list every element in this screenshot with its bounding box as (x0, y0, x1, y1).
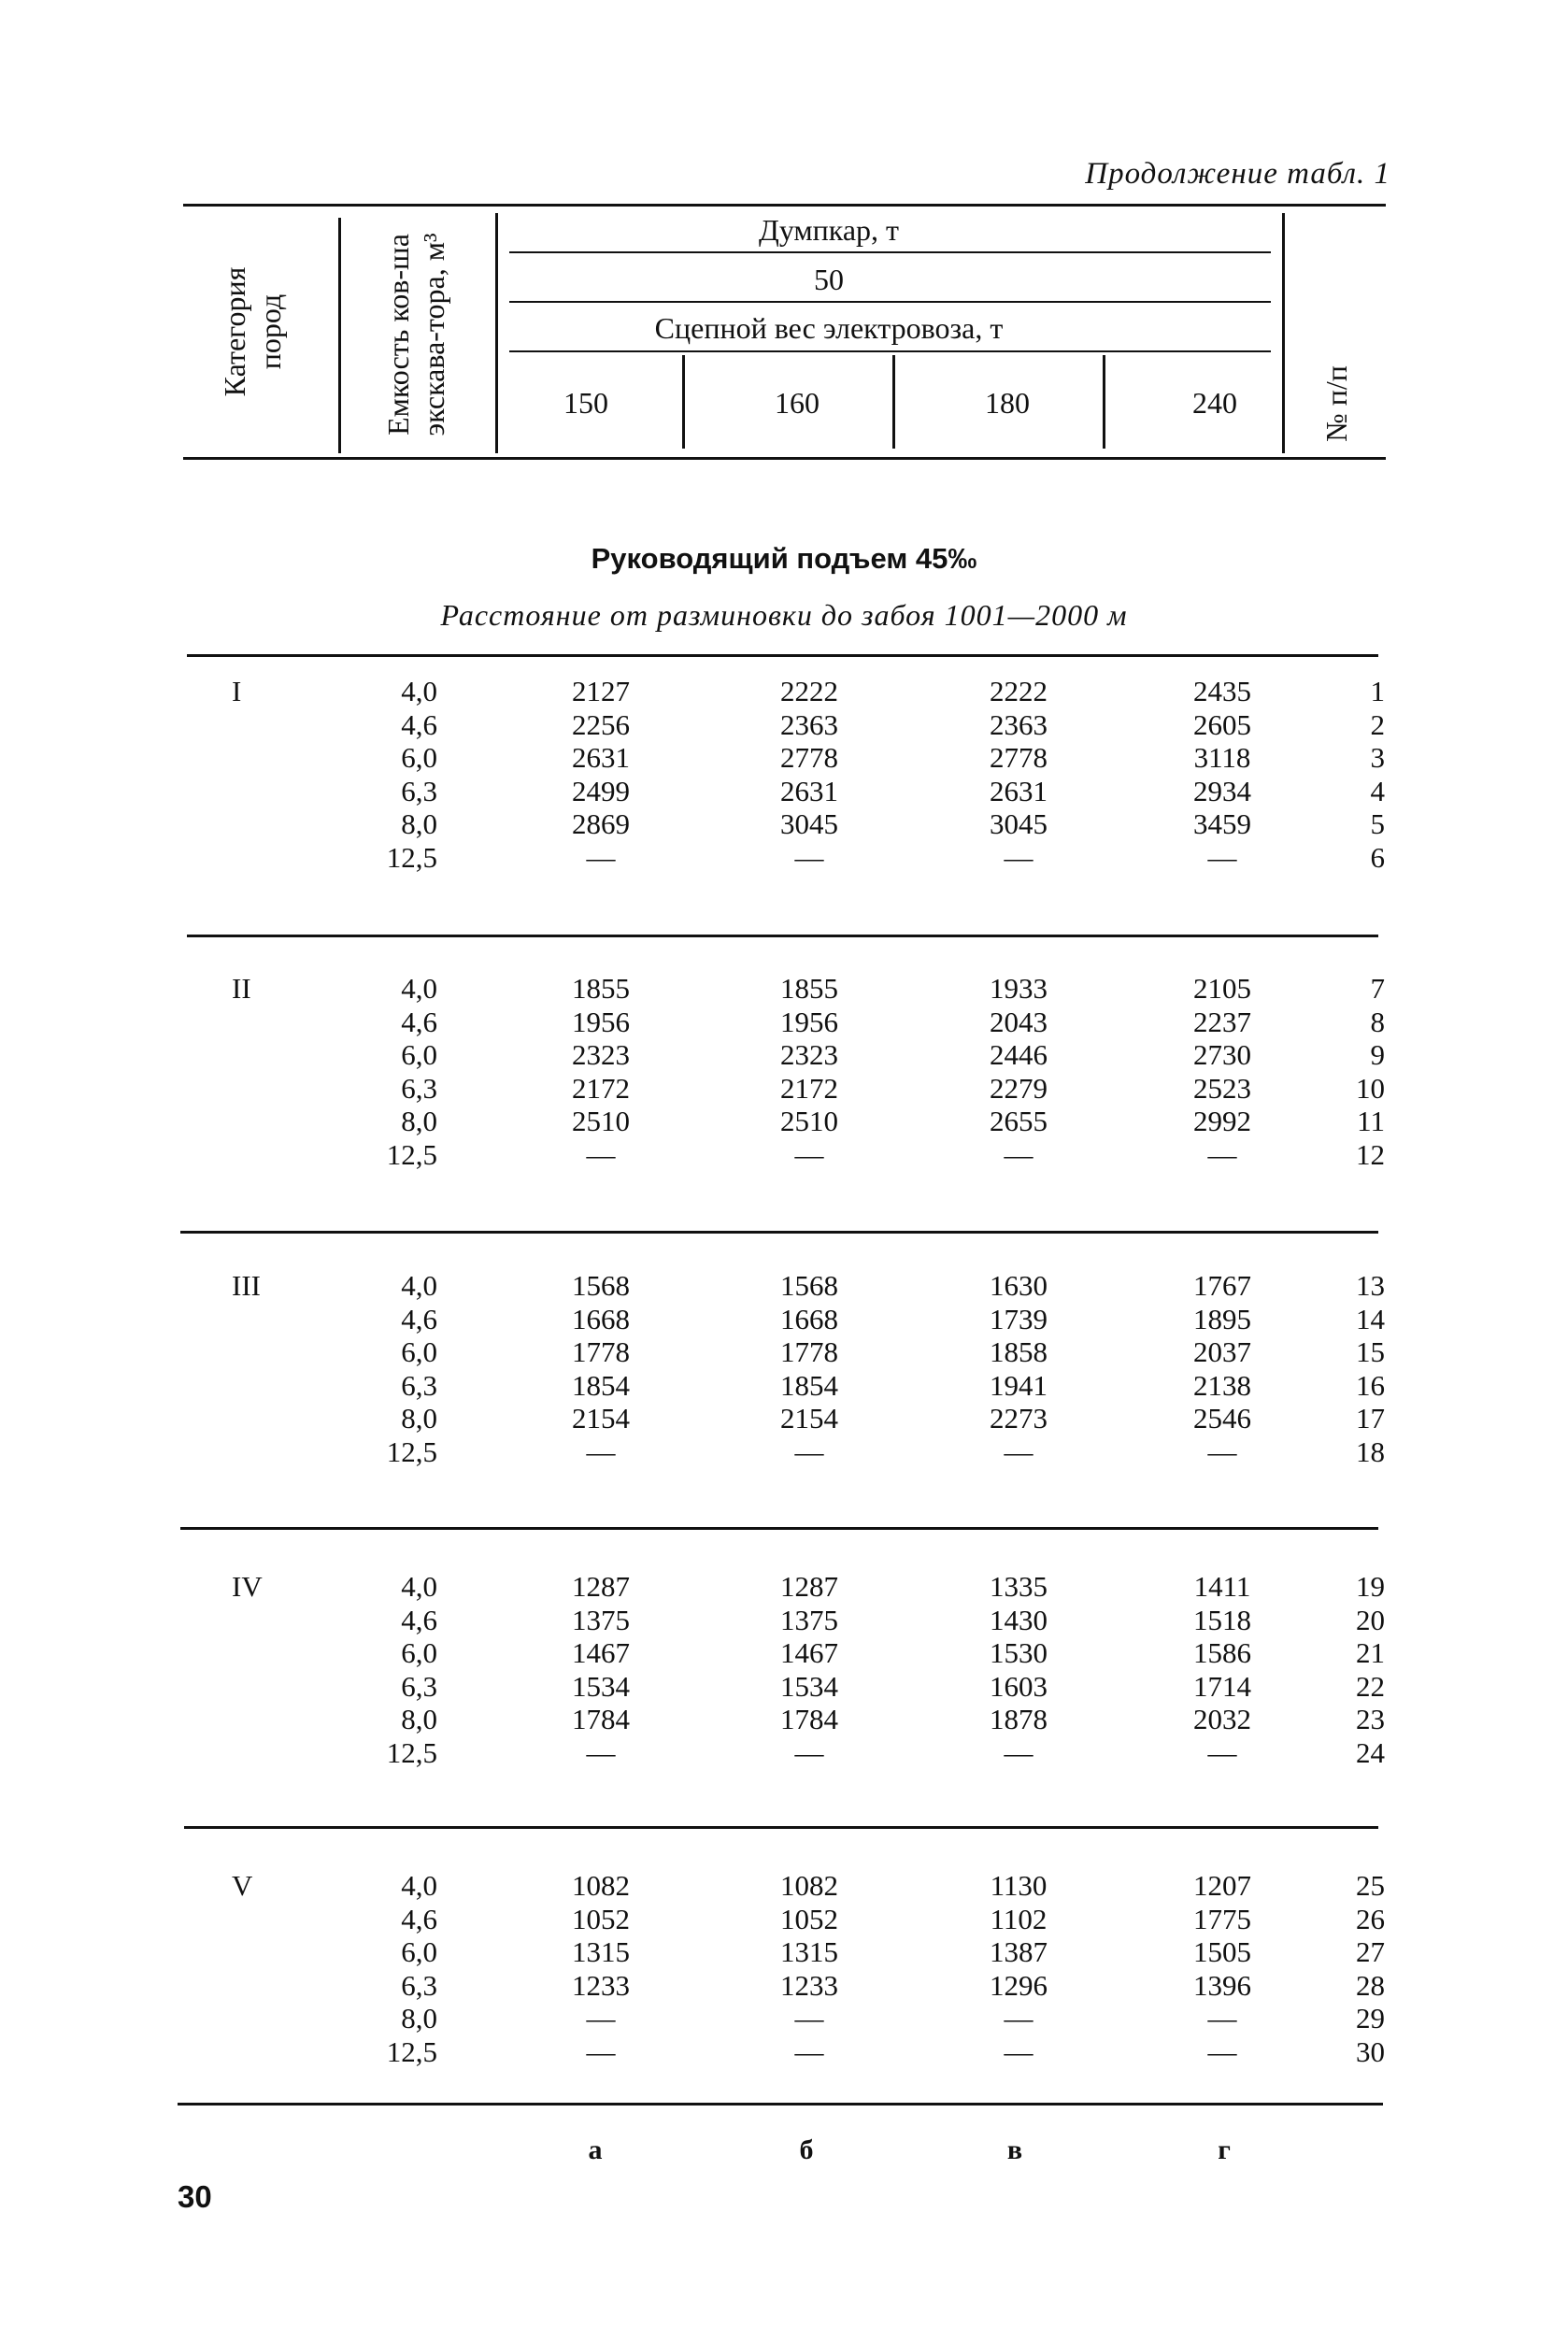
value-cell-150: 1052 (572, 1902, 630, 1935)
value-cell-150: — (586, 840, 616, 874)
category-label: II (232, 972, 251, 1005)
value-cell-240: 1505 (1193, 1935, 1251, 1968)
row-number-cell: 14 (1356, 1302, 1385, 1335)
value-cell-180: 1878 (990, 1703, 1048, 1735)
value-cell-150: 1956 (572, 1005, 630, 1038)
row-number-cell: 20 (1356, 1603, 1385, 1636)
capacity-cell: 4,6 (401, 707, 437, 741)
value-cell-160: — (794, 1137, 824, 1171)
value-cell-160: 1287 (780, 1570, 838, 1603)
row-number-cell: 2 (1370, 707, 1385, 741)
value-cell-150: — (586, 2002, 616, 2034)
value-cell-180: 1387 (990, 1935, 1048, 1968)
value-cell-240: 1207 (1193, 1869, 1251, 1902)
value-cell-160: 1467 (780, 1636, 838, 1669)
value-cell-180: — (1004, 840, 1033, 874)
value-cell-240: — (1207, 840, 1237, 874)
header-dumpcar-value: 50 (814, 263, 844, 296)
row-number-cell: 19 (1356, 1570, 1385, 1603)
value-cell-180: 1102 (990, 1902, 1048, 1935)
value-cell-240: — (1207, 2002, 1237, 2034)
header-weight-160: 160 (775, 386, 820, 420)
capacity-cell: 6,0 (401, 1636, 437, 1669)
value-cell-160: 1233 (780, 1968, 838, 2002)
footer-letter-b: б (799, 2134, 814, 2165)
weight-divider-3 (1103, 355, 1105, 449)
row-number-cell: 1 (1370, 675, 1385, 707)
group-rule-3 (180, 1527, 1378, 1530)
footer-letter-a: а (588, 2134, 603, 2165)
row-number-cell: 28 (1356, 1968, 1385, 2002)
capacity-cell: 12,5 (386, 1735, 437, 1769)
header-divider-1 (338, 218, 341, 453)
value-cell-180: 2778 (990, 741, 1048, 774)
value-cell-160: — (794, 2034, 824, 2068)
row-number-cell: 11 (1357, 1105, 1385, 1137)
value-cell-180: 2273 (990, 1402, 1048, 1435)
value-cell-160: 1668 (780, 1302, 838, 1335)
value-cell-240: — (1207, 2034, 1237, 2068)
row-number-cell: 9 (1370, 1038, 1385, 1071)
value-cell-160: — (794, 840, 824, 874)
value-cell-180: 1130 (990, 1869, 1048, 1902)
category-label: I (232, 675, 242, 707)
value-cell-240: 2105 (1193, 972, 1251, 1005)
value-cell-160: 1855 (780, 972, 838, 1005)
value-cell-150: 1375 (572, 1603, 630, 1636)
value-cell-240: 2138 (1193, 1368, 1251, 1402)
value-cell-150: — (586, 2034, 616, 2068)
group-rule-2 (180, 1231, 1378, 1234)
capacity-cell: 4,0 (401, 972, 437, 1005)
value-cell-150: 2127 (572, 675, 630, 707)
value-cell-180: 2631 (990, 774, 1048, 807)
value-cell-160: 1854 (780, 1368, 838, 1402)
capacity-cell: 4,0 (401, 1869, 437, 1902)
value-cell-240: 1714 (1193, 1669, 1251, 1703)
value-cell-240: 1396 (1193, 1968, 1251, 2002)
capacity-cell: 4,6 (401, 1005, 437, 1038)
row-number-cell: 8 (1370, 1005, 1385, 1038)
value-cell-240: 1767 (1193, 1269, 1251, 1302)
capacity-cell: 12,5 (386, 1137, 437, 1171)
value-cell-150: 2172 (572, 1071, 630, 1105)
value-cell-150: 2631 (572, 741, 630, 774)
capacity-cell: 6,3 (401, 1968, 437, 2002)
header-weight-240: 240 (1192, 386, 1237, 420)
value-cell-180: 1296 (990, 1968, 1048, 2002)
capacity-cell: 12,5 (386, 1435, 437, 1468)
value-cell-180: 1603 (990, 1669, 1048, 1703)
header-top-rule (183, 204, 1386, 207)
value-cell-240: — (1207, 1735, 1237, 1769)
value-cell-240: 2237 (1193, 1005, 1251, 1038)
header-dumpcar: Думпкар, т (758, 213, 900, 247)
header-weight-150: 150 (563, 386, 608, 420)
value-cell-180: — (1004, 2002, 1033, 2034)
value-cell-160: 2323 (780, 1038, 838, 1071)
row-number-cell: 17 (1356, 1402, 1385, 1435)
data-top-rule (187, 654, 1378, 657)
row-number-cell: 15 (1356, 1335, 1385, 1368)
capacity-cell: 6,0 (401, 1935, 437, 1968)
row-number-cell: 5 (1370, 807, 1385, 840)
value-cell-160: — (794, 1435, 824, 1468)
header-divider-3 (1282, 213, 1285, 453)
value-cell-160: 1052 (780, 1902, 838, 1935)
value-cell-180: 2279 (990, 1071, 1048, 1105)
row-number-cell: 7 (1370, 972, 1385, 1005)
value-cell-160: 2778 (780, 741, 838, 774)
capacity-cell: 6,3 (401, 1368, 437, 1402)
capacity-cell: 6,0 (401, 741, 437, 774)
capacity-cell: 8,0 (401, 1105, 437, 1137)
value-cell-150: 2499 (572, 774, 630, 807)
value-cell-160: 1082 (780, 1869, 838, 1902)
header-number: № п/п (1319, 365, 1353, 442)
value-cell-240: 2032 (1193, 1703, 1251, 1735)
row-number-cell: 10 (1356, 1071, 1385, 1105)
value-cell-160: 1784 (780, 1703, 838, 1735)
value-cell-160: 2363 (780, 707, 838, 741)
value-cell-180: 3045 (990, 807, 1048, 840)
value-cell-180: 1430 (990, 1603, 1048, 1636)
value-cell-150: 1784 (572, 1703, 630, 1735)
row-number-cell: 26 (1356, 1902, 1385, 1935)
capacity-cell: 6,0 (401, 1335, 437, 1368)
row-number-cell: 23 (1356, 1703, 1385, 1735)
row-number-cell: 18 (1356, 1435, 1385, 1468)
value-cell-240: 1518 (1193, 1603, 1251, 1636)
value-cell-160: 1956 (780, 1005, 838, 1038)
row-number-cell: 12 (1356, 1137, 1385, 1171)
capacity-cell: 8,0 (401, 1402, 437, 1435)
capacity-cell: 12,5 (386, 2034, 437, 2068)
row-number-cell: 24 (1356, 1735, 1385, 1769)
value-cell-150: 1233 (572, 1968, 630, 2002)
locomotive-rule (509, 350, 1271, 352)
value-cell-160: 2154 (780, 1402, 838, 1435)
value-cell-150: 1287 (572, 1570, 630, 1603)
weight-divider-1 (682, 355, 685, 449)
row-number-cell: 4 (1370, 774, 1385, 807)
value-cell-180: — (1004, 2034, 1033, 2068)
value-cell-180: — (1004, 1137, 1033, 1171)
value-cell-160: 1568 (780, 1269, 838, 1302)
row-number-cell: 30 (1356, 2034, 1385, 2068)
data-bottom-rule (178, 2103, 1383, 2105)
value-cell-180: — (1004, 1435, 1033, 1468)
continuation-caption: Продолжение табл. 1 (1085, 157, 1390, 191)
value-cell-150: 1568 (572, 1269, 630, 1302)
value-cell-150: 2256 (572, 707, 630, 741)
value-cell-150: — (586, 1137, 616, 1171)
value-cell-150: 2510 (572, 1105, 630, 1137)
capacity-cell: 6,0 (401, 1038, 437, 1071)
value-cell-240: 3459 (1193, 807, 1251, 840)
category-label: IV (232, 1570, 263, 1603)
header-weight-180: 180 (985, 386, 1030, 420)
value-cell-240: 1586 (1193, 1636, 1251, 1669)
value-cell-160: 1375 (780, 1603, 838, 1636)
value-cell-240: 2435 (1193, 675, 1251, 707)
value-cell-160: 2510 (780, 1105, 838, 1137)
value-cell-150: 1082 (572, 1869, 630, 1902)
value-cell-160: 3045 (780, 807, 838, 840)
value-cell-240: 2934 (1193, 774, 1251, 807)
value-cell-160: — (794, 1735, 824, 1769)
weight-divider-2 (892, 355, 895, 449)
grade-subtitle: Руководящий подъем 45‰ (591, 542, 977, 575)
value-cell-240: 2546 (1193, 1402, 1251, 1435)
value-cell-180: 2222 (990, 675, 1048, 707)
value-cell-160: 2631 (780, 774, 838, 807)
footer-letter-v: в (1006, 2134, 1023, 2165)
value-cell-240: 1895 (1193, 1302, 1251, 1335)
capacity-cell: 4,0 (401, 1269, 437, 1302)
value-cell-240: 2605 (1193, 707, 1251, 741)
capacity-cell: 4,0 (401, 1570, 437, 1603)
capacity-cell: 4,6 (401, 1603, 437, 1636)
page-number: 30 (178, 2179, 212, 2214)
row-number-cell: 25 (1356, 1869, 1385, 1902)
row-number-cell: 6 (1370, 840, 1385, 874)
capacity-cell: 6,3 (401, 774, 437, 807)
capacity-cell: 4,0 (401, 675, 437, 707)
value-cell-240: — (1207, 1435, 1237, 1468)
value-cell-180: 1858 (990, 1335, 1048, 1368)
header-locomotive: Сцепной вес электровоза, т (654, 311, 1004, 345)
value-cell-240: 1411 (1193, 1570, 1251, 1603)
value-cell-150: — (586, 1735, 616, 1769)
row-number-cell: 16 (1356, 1368, 1385, 1402)
value-cell-180: 1941 (990, 1368, 1048, 1402)
value-cell-180: 2363 (990, 707, 1048, 741)
value-cell-180: 1335 (990, 1570, 1048, 1603)
value-cell-150: 1668 (572, 1302, 630, 1335)
value-cell-150: 2154 (572, 1402, 630, 1435)
group-rule-4 (184, 1826, 1378, 1829)
value-cell-150: 1534 (572, 1669, 630, 1703)
header-divider-2 (495, 213, 498, 453)
value-cell-160: 1315 (780, 1935, 838, 1968)
row-number-cell: 13 (1356, 1269, 1385, 1302)
value-cell-180: 1739 (990, 1302, 1048, 1335)
value-cell-240: 2037 (1193, 1335, 1251, 1368)
distance-subtitle: Расстояние от разминовки до забоя 1001—2000 м (440, 598, 1128, 632)
row-number-cell: 21 (1356, 1636, 1385, 1669)
capacity-cell: 6,3 (401, 1071, 437, 1105)
row-number-cell: 29 (1356, 2002, 1385, 2034)
header-category: Категория пород (218, 266, 287, 397)
capacity-cell: 12,5 (386, 840, 437, 874)
value-cell-240: 2992 (1193, 1105, 1251, 1137)
value-cell-180: 2043 (990, 1005, 1048, 1038)
capacity-cell: 8,0 (401, 2002, 437, 2034)
capacity-cell: 8,0 (401, 1703, 437, 1735)
capacity-cell: 4,6 (401, 1902, 437, 1935)
value-cell-150: 2869 (572, 807, 630, 840)
value-cell-150: 2323 (572, 1038, 630, 1071)
capacity-cell: 6,3 (401, 1669, 437, 1703)
header-capacity: Емкость ков-ша экскава-тора, м³ (381, 233, 450, 436)
row-number-cell: 22 (1356, 1669, 1385, 1703)
value-cell-150: 1855 (572, 972, 630, 1005)
value-cell-240: 3118 (1193, 741, 1251, 774)
value-cell-180: 1630 (990, 1269, 1048, 1302)
dumpcar-value-rule (509, 301, 1271, 303)
value-cell-180: 1933 (990, 972, 1048, 1005)
value-cell-150: 1467 (572, 1636, 630, 1669)
row-number-cell: 3 (1370, 741, 1385, 774)
value-cell-240: 2730 (1193, 1038, 1251, 1071)
capacity-cell: 4,6 (401, 1302, 437, 1335)
value-cell-150: 1854 (572, 1368, 630, 1402)
value-cell-180: 2655 (990, 1105, 1048, 1137)
value-cell-150: 1315 (572, 1935, 630, 1968)
dumpcar-rule (509, 251, 1271, 253)
value-cell-150: — (586, 1435, 616, 1468)
row-number-cell: 27 (1356, 1935, 1385, 1968)
value-cell-180: 2446 (990, 1038, 1048, 1071)
category-label: III (232, 1269, 261, 1302)
value-cell-160: 2222 (780, 675, 838, 707)
category-label: V (232, 1869, 253, 1902)
value-cell-240: 2523 (1193, 1071, 1251, 1105)
value-cell-240: — (1207, 1137, 1237, 1171)
value-cell-180: — (1004, 1735, 1033, 1769)
value-cell-150: 1778 (572, 1335, 630, 1368)
value-cell-160: — (794, 2002, 824, 2034)
value-cell-240: 1775 (1193, 1902, 1251, 1935)
header-bottom-rule (183, 457, 1386, 460)
value-cell-160: 1778 (780, 1335, 838, 1368)
capacity-cell: 8,0 (401, 807, 437, 840)
value-cell-180: 1530 (990, 1636, 1048, 1669)
group-rule-1 (187, 935, 1378, 937)
value-cell-160: 2172 (780, 1071, 838, 1105)
footer-letter-g: г (1218, 2134, 1231, 2165)
value-cell-160: 1534 (780, 1669, 838, 1703)
